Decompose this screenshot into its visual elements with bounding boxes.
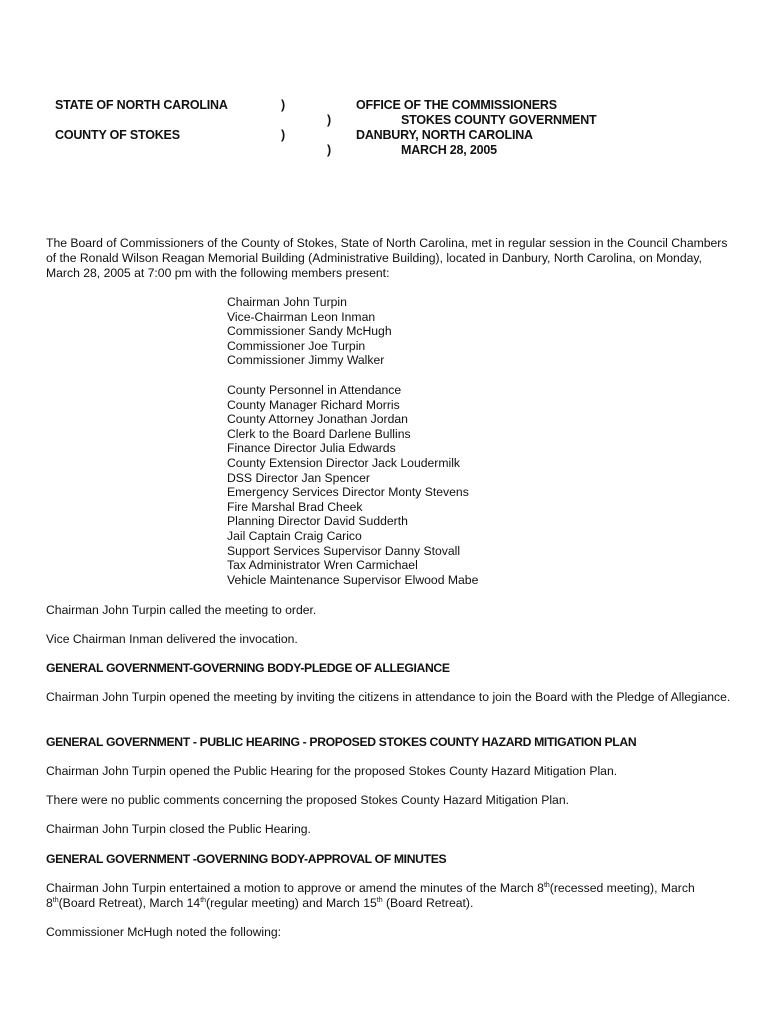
caption-government: STOKES COUNTY GOVERNMENT [401,113,597,127]
list-item: Vehicle Maintenance Supervisor Elwood Mabe [227,572,479,587]
pledge-paragraph: Chairman John Turpin opened the meeting by inviting the citizens in attendance to join the Board with the Pledge of Allegiance. [46,690,731,704]
list-item: County Extension Director Jack Loudermilk [227,455,461,470]
caption-paren: ) [281,98,285,112]
list-item: Vice-Chairman Leon Inman [227,309,376,324]
mchugh-paragraph: Commissioner McHugh noted the following: [46,925,282,939]
minutes-heading: GENERAL GOVERNMENT -GOVERNING BODY-APPROVAL OF MINUTES [46,852,447,866]
call-to-order-paragraph: Chairman John Turpin called the meeting to order. [46,603,317,617]
list-item: County Personnel in Attendance [227,383,402,397]
list-item: Fire Marshal Brad Cheek [227,499,363,514]
list-item: Commissioner Joe Turpin [227,338,366,353]
caption-date: MARCH 28, 2005 [401,143,497,157]
list-item: Jail Captain Craig Carico [227,528,362,543]
pledge-heading: GENERAL GOVERNMENT-GOVERNING BODY-PLEDGE OF ALLEGIANCE [46,661,450,675]
list-item: Clerk to the Board Darlene Bullins [227,426,411,441]
list-item: Planning Director David Sudderth [227,514,408,529]
list-item: Finance Director Julia Edwards [227,441,396,456]
invocation-paragraph: Vice Chairman Inman delivered the invocation. [46,632,298,646]
personnel-list [227,383,478,587]
list-item: Commissioner Sandy McHugh [227,324,392,339]
list-item: County Attorney Jonathan Jordan [227,412,408,427]
hearing-close-paragraph: Chairman John Turpin closed the Public Hearing. [46,822,311,836]
members-list [227,295,392,368]
hearing-comments-paragraph: There were no public comments concerning the proposed Stokes County Hazard Mitigation Plan. [46,793,569,807]
intro-paragraph: The Board of Commissioners of the County of Stokes, State of North Carolina, met in regular session in the Council Chambers of the Ronald Wilson Reagan Memorial Building (Administrative Building), located in Danbury, North Carolina, on Monday, March 28, 2005 at 7:00 pm with the following members present: [46,236,728,280]
caption-paren: ) [327,143,331,157]
caption-city: DANBURY, NORTH CAROLINA [356,128,533,142]
list-item: County Manager Richard Morris [227,397,400,412]
minutes-paragraph: Chairman John Turpin entertained a motion to approve or amend the minutes of the March 8th(recessed meeting), March 8th(Board Retreat), March 14th(regular meeting) and March 15th (Board Retreat). [46,881,695,910]
list-item: Chairman John Turpin [227,295,347,309]
caption-paren: ) [327,113,331,127]
hearing-open-paragraph: Chairman John Turpin opened the Public Hearing for the proposed Stokes County Hazard Mitigation Plan. [46,764,618,778]
caption-county: COUNTY OF STOKES [55,128,180,142]
caption-office: OFFICE OF THE COMMISSIONERS [356,98,557,112]
list-item: Tax Administrator Wren Carmichael [227,558,418,573]
caption-paren: ) [281,128,285,142]
list-item: DSS Director Jan Spencer [227,470,370,485]
list-item: Commissioner Jimmy Walker [227,353,385,368]
list-item: Emergency Services Director Monty Stevens [227,485,469,500]
hearing-heading: GENERAL GOVERNMENT - PUBLIC HEARING - PROPOSED STOKES COUNTY HAZARD MITIGATION PLAN [46,735,637,749]
caption-state: STATE OF NORTH CAROLINA [55,98,228,112]
list-item: Support Services Supervisor Danny Stovall [227,543,461,558]
